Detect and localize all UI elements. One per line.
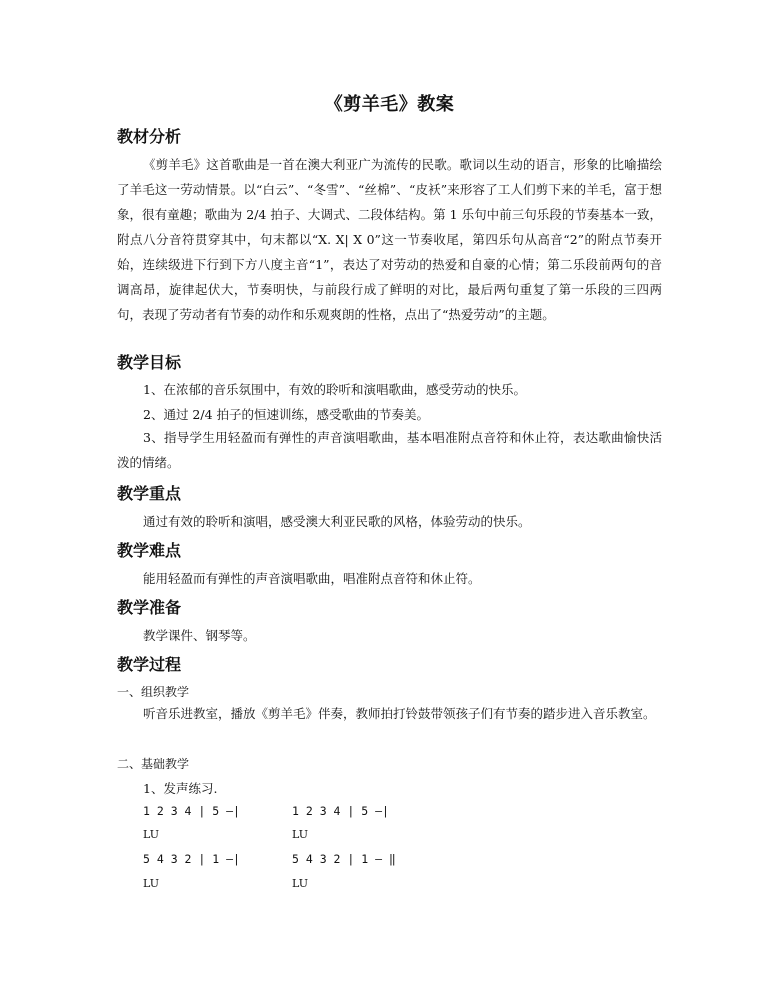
lyric-row-2-right: LU (292, 877, 308, 890)
heading-process: 教学过程 (117, 655, 182, 674)
goal-item-3: 3、指导学生用轻盈而有弹性的声音演唱歌曲，基本唱准附点音符和休止符，表达歌曲愉快活泼的情绪。 (117, 430, 662, 470)
process-step-2-title: 二、基础教学 (117, 757, 190, 771)
vocal-exercise-title: 1、发声练习. (143, 781, 218, 796)
notation-row-2-left: 5 4 3 2 | 1 —| (143, 852, 240, 866)
notation-row-1-left: 1 2 3 4 | 5 —| (143, 804, 240, 818)
notation-row-1-right: 1 2 3 4 | 5 —| (292, 804, 389, 818)
heading-goals: 教学目标 (117, 353, 182, 372)
goal-item-2: 2、通过 2/4 拍子的恒速训练，感受歌曲的节奏美。 (143, 407, 430, 422)
lyric-row-2-left: LU (143, 877, 159, 890)
process-step-1-title: 一、组织教学 (117, 685, 190, 699)
lyric-row-1-right: LU (292, 828, 308, 841)
heading-preparation: 教学准备 (117, 598, 182, 617)
heading-key-points: 教学重点 (117, 484, 182, 503)
lyric-row-1-left: LU (143, 828, 159, 841)
goal-item-1: 1、在浓郁的音乐氛围中，有效的聆听和演唱歌曲，感受劳动的快乐。 (143, 382, 526, 397)
analysis-paragraph: 《剪羊毛》这首歌曲是一首在澳大利亚广为流传的民歌。歌词以生动的语言，形象的比喻描绘了羊毛这一劳动情景。以“白云”、“冬雪”、“丝棉”、“皮袄”来形容了工人们剪下来的羊毛，富于想象，很有童趣；歌曲为 2/4 拍子、大调式、二段体结构。第 1 乐句中前三句乐段的节奏基本一致，附点八分音符贯穿其中，句末都以“X. X| X 0”这一节奏收尾，第四乐句从高音“2”的附点节奏开始，连续级进下行到下方八度主音“1”，表达了对劳动的热爱和自豪的心情；第二乐段前两句的音调高昂，旋律起伏大，节奏明快，与前段行成了鲜明的对比，最后两句重复了第一乐段的三四两句，表现了劳动者有节奏的动作和乐观爽朗的性格，点出了“热爱劳动”的主题。 (117, 157, 662, 322)
notation-row-2-right: 5 4 3 2 | 1 — ‖ (292, 852, 396, 866)
preparation-text: 教学课件、钢琴等。 (143, 628, 256, 643)
difficulties-text: 能用轻盈而有弹性的声音演唱歌曲，唱准附点音符和休止符。 (143, 571, 481, 586)
heading-analysis: 教材分析 (117, 127, 182, 146)
heading-difficulties: 教学难点 (117, 541, 182, 560)
document-title: 《剪羊毛》教案 (324, 94, 455, 115)
key-points-text: 通过有效的聆听和演唱，感受澳大利亚民歌的风格，体验劳动的快乐。 (143, 514, 531, 529)
process-step-1-text: 听音乐进教室，播放《剪羊毛》伴奏，教师拍打铃鼓带领孩子们有节奏的踏步进入音乐教室。 (143, 706, 656, 721)
